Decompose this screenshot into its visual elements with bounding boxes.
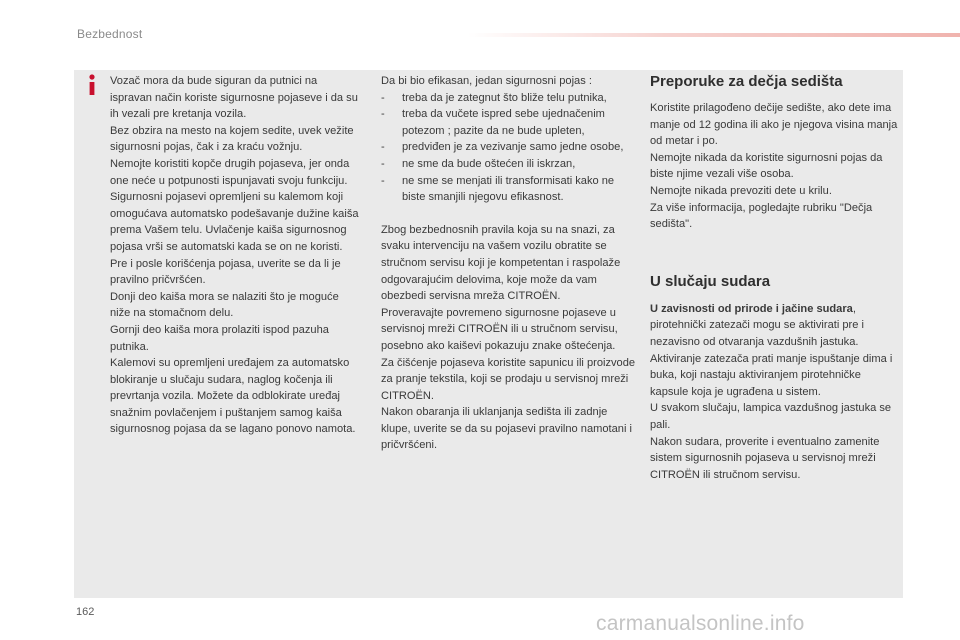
header-rule xyxy=(468,33,960,37)
paragraph: Gornji deo kaiša mora prolaziti ispod pazuha putnika. xyxy=(110,323,329,353)
crash-intro xyxy=(650,301,902,351)
paragraph: Vozač mora da bude siguran da putnici na ispravan način koriste sigurnosne pojaseve i da su ih vezali pre kretanja vozila. xyxy=(110,75,358,121)
list-item: - predviđen je za vezivanje samo jedne osobe, xyxy=(381,139,636,156)
paragraph: Kalemovi su opremljeni uređajem za automatsko blokiranje u slučaju sudara, naglog kočenja ili prevrtanja vozila. Možete da odblokirate uređaj snažnim povlačenjem i puštanjem samog kaiša sigurnosnog pojasa da se lagano ponovo namota. xyxy=(110,357,356,436)
left-column xyxy=(110,73,360,438)
belt-requirements-list xyxy=(381,90,636,206)
list-item: - treba da je zategnut što bliže telu putnika, xyxy=(381,90,636,107)
paragraph: Nakon sudara, proverite i eventualno zamenite sistem sigurnosnih pojaseva u servisnoj mreži CITROËN ili stručnom servisu. xyxy=(650,435,880,481)
paragraph: Nemojte nikada da koristite sigurnosni pojas da biste njime vezali više osoba. xyxy=(650,151,883,181)
paragraph: Nemojte koristiti kopče drugih pojaseva, jer onda one neće u potpunosti ispunjavati svoju funkciju. xyxy=(110,157,350,187)
paragraph: Nakon obaranja ili uklanjanja sedišta ili zadnje klupe, uverite se da su pojasevi pravilno namotani i pričvršćeni. xyxy=(381,406,632,452)
paragraph: Koristite prilagođeno dečije sedište, ako dete ima manje od 12 godina ili ako je njegova visina manja od metar i po. xyxy=(650,102,898,148)
paragraph: Zbog bezbednosnih pravila koja su na snazi, za svaku intervenciju na vašem vozilu obratite se stručnom servisu koji je kompetentan i raspolaže odgovarajućim delovima, koje može da vam obezbedi servisna mreža CITROËN. xyxy=(381,223,621,303)
crash-intro-rest: , pirotehnički zatezači mogu se aktivirati pre i nezavisno od otvaranja vazdušnih jastuka. xyxy=(650,302,864,348)
list-item: - ne sme da bude oštećen ili iskrzan, xyxy=(381,156,636,173)
paragraph: Za čišćenje pojaseva koristite sapunicu ili proizvode za pranje tekstila, koji se prodaju u servisnoj mreži CITROËN. xyxy=(381,356,636,402)
child-seat-heading: Preporuke za dečja sedišta xyxy=(650,73,843,90)
paragraph: Sigurnosni pojasevi opremljeni su kalemom koji omogućava automatsko podešavanje dužine kaiša prema Vašem telu. Uvlačenje kaiša sigurnosnog pojasa vrši se automatski kada se on ne koristi. xyxy=(110,191,359,253)
info-icon xyxy=(86,74,98,96)
list-item: - ne sme se menjati ili transformisati kako ne biste smanjili njegovu efikasnost. xyxy=(381,173,636,206)
watermark: carmanualsonline.info xyxy=(596,612,805,635)
paragraph: U svakom slučaju, lampica vazdušnog jastuka se pali. xyxy=(650,402,892,431)
section-title: Bezbednost xyxy=(77,27,143,41)
middle-column xyxy=(381,73,636,454)
right-column xyxy=(650,73,902,483)
paragraph: Proveravajte povremeno sigurnosne pojaseve u servisnoj mreži CITROËN ili u stručnom servisu, posebno ako kaiševi pokazuju znake oštećenja. xyxy=(381,306,618,352)
crash-intro-bold: U zavisnosti od prirode i jačine sudara xyxy=(650,302,853,315)
paragraph: Nemojte nikada prevoziti dete u krilu. xyxy=(650,184,832,197)
crash-heading: U slučaju sudara xyxy=(650,272,771,290)
paragraph: Donji deo kaiša mora se nalaziti što je moguće niže na stomačnom delu. xyxy=(110,290,339,320)
belt-intro: Da bi bio efikasan, jedan sigurnosni pojas : xyxy=(381,75,592,87)
paragraph: Pre i posle korišćenja pojasa, uverite se da li je pravilno pričvršćen. xyxy=(110,257,341,287)
page-number: 162 xyxy=(76,606,95,618)
paragraph: Za više informacija, pogledajte rubriku "Dečja sedišta". xyxy=(650,201,873,231)
paragraph: Aktiviranje zatezača prati manje ispuštanje dima i buka, koji nastaju aktiviranjem pirotehničke kapsule koja je ugrađena u sistem. xyxy=(650,352,893,398)
paragraph: Bez obzira na mesto na kojem sedite, uvek vežite sigurnosni pojas, čak i za kraću vožnju. xyxy=(110,124,354,154)
list-item: - treba da vučete ispred sebe ujednačenim potezom ; pazite da ne bude upleten, xyxy=(381,106,636,139)
